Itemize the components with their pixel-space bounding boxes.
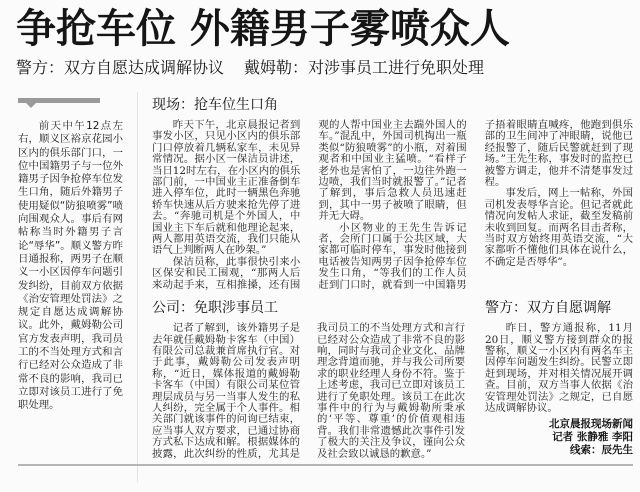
article-body (152, 96, 633, 466)
byline (485, 418, 633, 457)
police-block (485, 299, 633, 460)
section-title-scene: 现场：抢车位生口角 (152, 97, 278, 113)
section-title-police: 警方：双方自愿调解 (485, 300, 611, 317)
article-paragraph: 小区物业的王先生告诉记者，会所门口属于公共区域，大家都可临时停车，事发时他接到电话被告知两男子因争抢停车位发生口角，“等我们的工作人员赶到门口时，就看到一中国籍男子捂着眼睛直喊疼，他跑到俱乐部的卫生间冲了冲眼睛，说他已经报警了，随后民警就赶到了现场。”王先生称，事发时的监控已被警方调走，他并不清楚事发过程。 (318, 119, 633, 291)
subhead-police: 警方：双方自愿达成调解协议 (16, 58, 225, 77)
article-paragraph: 事发后，网上一帖称，外国司机发表辱华言论。但记者就此情况向发帖人求证，截至发稿前未收到回复。而两名目击者称，当时双方始终用英语交流，“大家都听不懂他们具体在说什么，不确定是否辱华”。 (484, 187, 633, 268)
byline-tip: 线索：辰先生 (570, 444, 633, 457)
lower-sections (152, 299, 633, 460)
article-paragraph: 昨日，警方通报称，11月20日，顺义警方接到群众的报警称，顺义一小区内有两名车主因停车问题发生纠纷。民警立即赶到现场，并对相关情况展开调查。目前，双方当事人依据《治安管理处罚法》之规定，已自愿达成调解协议。 (485, 322, 633, 414)
byline-source: 北京晨报现场新闻 (549, 418, 633, 431)
article-section-scene (152, 120, 633, 291)
byline-reporters: 记者 张静雅 李阳 (552, 431, 633, 444)
column-divider (137, 92, 138, 482)
article-section-company (152, 323, 465, 460)
subheadline (16, 58, 484, 78)
bottom-rule (18, 464, 633, 466)
section-title-company: 公司：免职涉事员工 (152, 300, 278, 317)
article-paragraph: 保洁员称，此事很快引来小区保安和民工围观，“那两人后来动起手来，互相推搡，还有围观的人帮中国业主去踹外国人的车。”混乱中，外国司机掏出一瓶类似“防狼喷雾”的小瓶，对着围观者和中国业主猛喷。“看样子老外也是害怕了，一边往外跑一边喷，我们当时就报警了。”记者了解到，事后急救人员迅速赶到，其中一男子被喷了眼睛，但并无大碍。 (152, 119, 467, 291)
headline: 争抢车位 外籍男子雾喷众人 (16, 6, 510, 52)
section-marker-bar (18, 98, 100, 103)
article-section-police (485, 323, 633, 414)
company-block (152, 299, 465, 460)
article-paragraph: 昨天下午，北京晨报记者到事发小区，只见小区内的俱乐部门口停放着几辆私家车，未见异常情况。据小区一保洁员讲述，当日12时左右，在小区内的俱乐部门前，一中国业主正准备倒车进入停车位，此时一辆黑色奔驰轿车快速从后方驶来抢先停了进去。“奔驰司机是个外国人，中国业主下车后就和他理论起来，两人都用英语交流，我们只能从语气上判断两人在吵架。” (152, 119, 301, 257)
lead-summary (18, 120, 123, 413)
lead-paragraph: 前天中午12点左右，顺义区裕京花园小区内的俱乐部门口，一位中国籍男子与一位外籍男子因争抢停车位发生口角，随后外籍男子使用疑似“防狼喷雾”喷向围观众人。事后有网帖称当时外籍男子言论“辱华”。顺义警方昨日通报称，两男子在顺义一小区因停车问题引发纠纷，目前双方依据《治安管理处罚法》之规定自愿达成调解协议。此外，戴姆勒公司官方发表声明，我司员工的不当处理方式和言行已经对公众造成了非常不良的影响，我司已立即对该员工进行了免职处理。 (18, 120, 123, 412)
subhead-daimler: 戴姆勒：对涉事员工进行免职处理 (244, 58, 485, 77)
article-paragraph: 记者了解到，该外籍男子是去年就任戴姆勒卡客车（中国）有限公司总裁兼首席执行官。对于此事，戴姆勒公司发表声明称，“近日，媒体报道的戴姆勒卡客车（中国）有限公司某位管理层成员与另一当事人发生的私人纠纷，完全属于个人事件。相关部门就该事件的问询已结束，应当事人双方要求，已通过协商方式私下达成和解。根据媒体的披露，此次纠纷的性质，尤其是我司员工的不当处理方式和言行已经对公众造成了非常不良的影响，同时与我司企业文化、品牌理念背道而驰，并与我公司所要求的职业经理人身份不符。鉴于上述考虑，我司已立即对该员工进行了免职处理。该员工在此次事件中的行为与戴姆勒所秉承的‘平等、尊重’的价值观相违背。我们非常遗憾此次事件引发了极大的关注及争议，谨向公众及社会致以诚恳的歉意。” (152, 322, 465, 460)
